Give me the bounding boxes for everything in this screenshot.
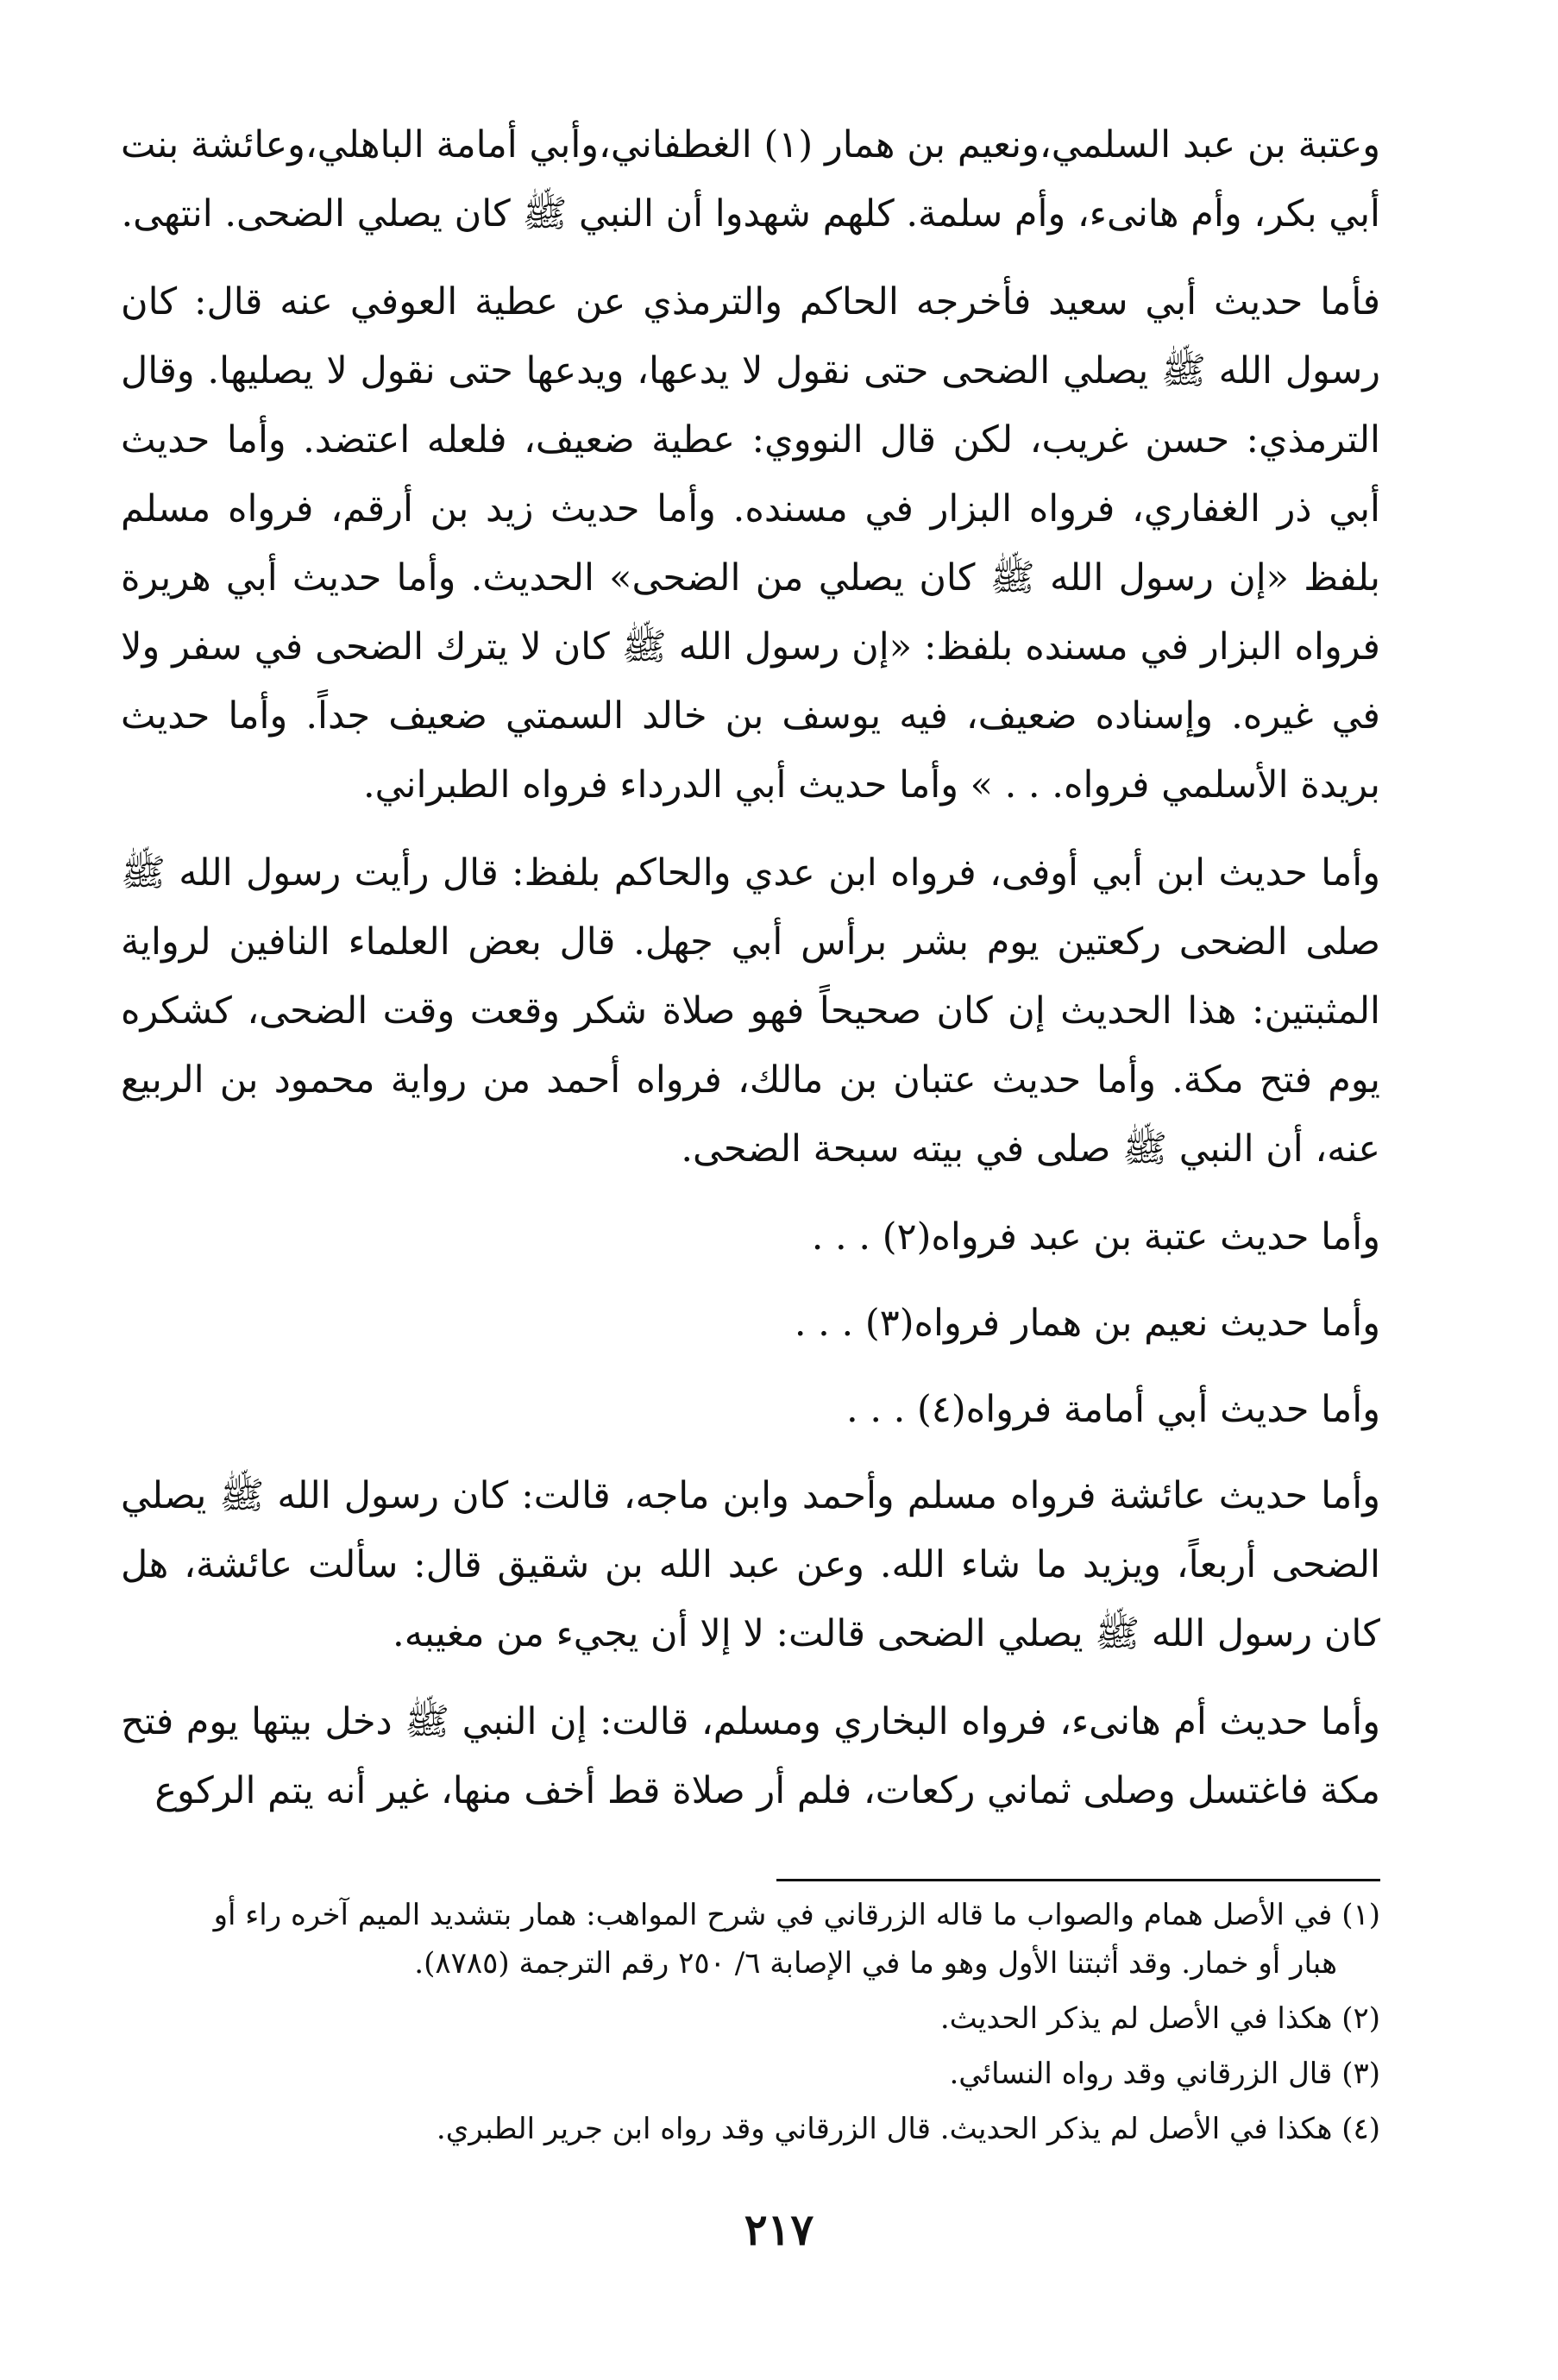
paragraph-3: وأما حديث ابن أبي أوفى، فرواه ابن عدي والحاكم بلفظ: قال رأيت رسول الله ﷺ صلى الضحى ركعتين يوم بشر برأس أبي جهل. قال بعض العلماء النافين لرواية المثبتين: هذا الحديث إن كان صحيحاً فهو صلاة شكر وقعت وقت الضحى، كشكره يوم فتح مكة. وأما حديث عتبان بن مالك، فرواه أحمد من رواية محمود بن الربيع عنه، أن النبي ﷺ صلى في بيته سبحة الضحى.: [121, 851, 1380, 1171]
paragraph-2: فأما حديث أبي سعيد فأخرجه الحاكم والترمذي عن عطية العوفي عنه قال: كان رسول الله ﷺ يصلي الضحى حتى نقول لا يدعها، ويدعها حتى نقول لا يصليها. وقال الترمذي: حسن غريب، لكن قال النووي: عطية ضعيف، فلعله اعتضد. وأما حديث أبي ذر الغفاري، فرواه البزار في مسنده. وأما حديث زيد بن أرقم، فرواه مسلم بلفظ «إن رسول الله ﷺ كان يصلي من الضحى» الحديث. وأما حديث أبي هريرة فرواه البزار في مسنده بلفظ: «إن رسول الله ﷺ كان لا يترك الضحى في سفر ولا في غيره. وإسناده ضعيف، فيه يوسف بن خالد السمتي ضعيف جداً. وأما حديث بريدة الأسلمي فرواه. . . » وأما حديث أبي الدرداء فرواه الطبراني.: [121, 280, 1380, 807]
paragraph-5: وأما حديث نعيم بن همار فرواه(٣) . . .: [794, 1302, 1380, 1345]
paragraph-8: وأما حديث أم هانىء، فرواه البخاري ومسلم، قالت: إن النبي ﷺ دخل بيتها يوم فتح مكة فاغتسل وصلى ثماني ركعات، فلم أر صلاة قط أخف منها، غير أنه يتم الركوع: [121, 1700, 1380, 1812]
main-text: [121, 104, 1380, 1844]
page-number: ٢١٧: [744, 2204, 814, 2255]
paragraph-4: وأما حديث عتبة بن عبد فرواه(٢) . . .: [811, 1215, 1380, 1259]
footnote-1-line-2: هبار أو خمار. وقد أثبتنا الأول وهو ما في الإصابة ٦/ ٢٥٠ رقم الترجمة (٨٧٨٥).: [414, 1946, 1337, 1981]
footnote-1: [121, 1891, 1380, 1988]
paragraph-1: وعتبة بن عبد السلمي،ونعيم بن همار (١) الغطفاني،وأبي أمامة الباهلي،وعائشة بنت أبي بكر، وأم هانىء، وأم سلمة. كلهم شهدوا أن النبي ﷺ كان يصلي الضحى. انتهى.: [121, 123, 1380, 235]
footnote-4: (٤) هكذا في الأصل لم يذكر الحديث. قال الزرقاني وقد رواه ابن جرير الطبري.: [436, 2112, 1380, 2146]
footnote-1-line-1: (١) في الأصل همام والصواب ما قاله الزرقاني في شرح المواهب: همار بتشديد الميم آخره راء أو: [213, 1898, 1380, 1932]
paragraph-7: وأما حديث عائشة فرواه مسلم وأحمد وابن ماجه، قالت: كان رسول الله ﷺ يصلي الضحى أربعاً، ويزيد ما شاء الله. وعن عبد الله بن شقيق قال: سألت عائشة، هل كان رسول الله ﷺ يصلي الضحى قالت: لا إلا أن يجيء من مغيبه.: [121, 1474, 1380, 1655]
footnote-3: (٣) قال الزرقاني وقد رواه النسائي.: [949, 2057, 1380, 2091]
paragraph-6: وأما حديث أبي أمامة فرواه(٤) . . .: [846, 1388, 1380, 1431]
footnote-2: (٢) هكذا في الأصل لم يذكر الحديث.: [939, 2001, 1380, 2036]
footnote-divider: [776, 1879, 1380, 1881]
footnotes: [121, 1891, 1380, 2160]
